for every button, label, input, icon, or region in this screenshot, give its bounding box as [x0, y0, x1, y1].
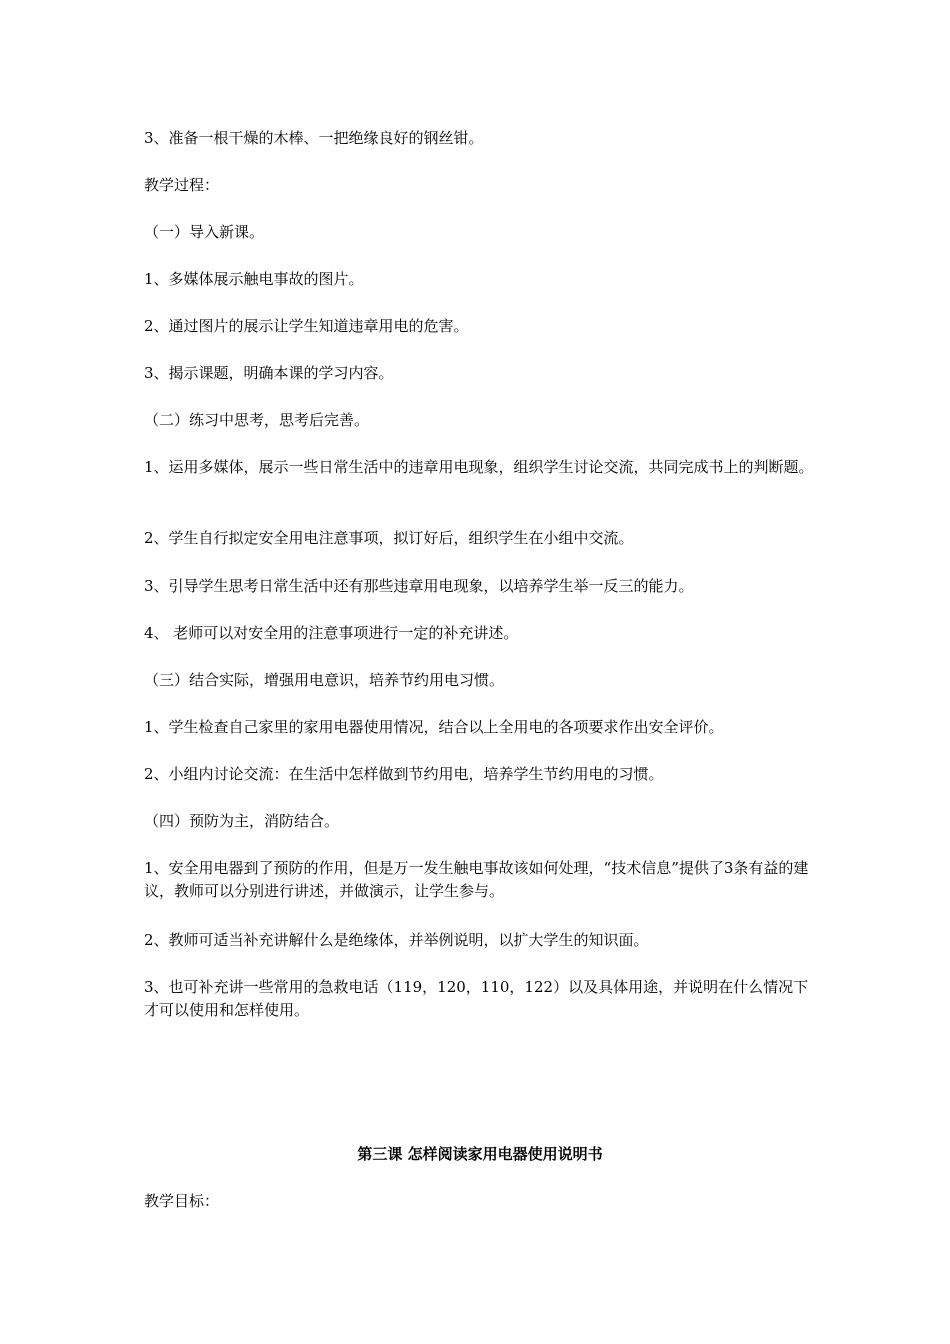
section-heading-1: （一）导入新课。 — [144, 223, 265, 241]
paragraph-4: 1、多媒体展示触电事故的图片。 — [144, 270, 364, 288]
paragraph-17: 2、教师可适当补充讲解什么是绝缘体，并举例说明，以扩大学生的知识面。 — [144, 931, 649, 949]
paragraph-18: 3、也可补充讲一些常用的急救电话（119，120，110，122）以及具体用途，并说明在什么情况下才可以使用和怎样使用。 — [144, 978, 809, 1019]
section-heading-3: （三）结合实际，增强用电意识，培养节约用电习惯。 — [144, 671, 505, 689]
paragraph-10: 3、引导学生思考日常生活中还有那些违章用电现象，以培养学生举一反三的能力。 — [144, 577, 694, 595]
paragraph-16: 1、安全用电器到了预防的作用，但是万一发生触电事故该如何处理，“技术信息”提供了3条有益的建议，教师可以分别进行讲述，并做演示，让学生参与。 — [144, 859, 809, 900]
paragraph-6: 3、揭示课题，明确本课的学习内容。 — [144, 364, 394, 382]
paragraph-5: 2、通过图片的展示让学生知道违章用电的危害。 — [144, 317, 469, 335]
paragraph-8: 1、运用多媒体，展示一些日常生活中的违章用电现象，组织学生讨论交流，共同完成书上的判断题。 — [144, 458, 814, 476]
paragraph-14: 2、小组内讨论交流：在生活中怎样做到节约用电，培养学生节约用电的习惯。 — [144, 765, 664, 783]
section-heading-2: （二）练习中思考，思考后完善。 — [144, 411, 370, 429]
paragraph-9: 2、学生自行拟定安全用电注意事项，拟订好后，组织学生在小组中交流。 — [144, 529, 634, 547]
paragraph-11: 4、 老师可以对安全用的注意事项进行一定的补充讲述。 — [144, 624, 519, 642]
paragraph-13: 1、学生检查自己家里的家用电器使用情况，结合以上全用电的各项要求作出安全评价。 — [144, 718, 724, 736]
paragraph-1: 3、准备一根干燥的木棒、一把绝缘良好的钢丝钳。 — [144, 129, 484, 147]
paragraph-2: 教学过程： — [144, 176, 220, 194]
lesson-title: 第三课 怎样阅读家用电器使用说明书 — [357, 1145, 603, 1163]
section-heading-4: （四）预防为主，消防结合。 — [144, 812, 340, 830]
objectives-label: 教学目标： — [144, 1192, 220, 1210]
